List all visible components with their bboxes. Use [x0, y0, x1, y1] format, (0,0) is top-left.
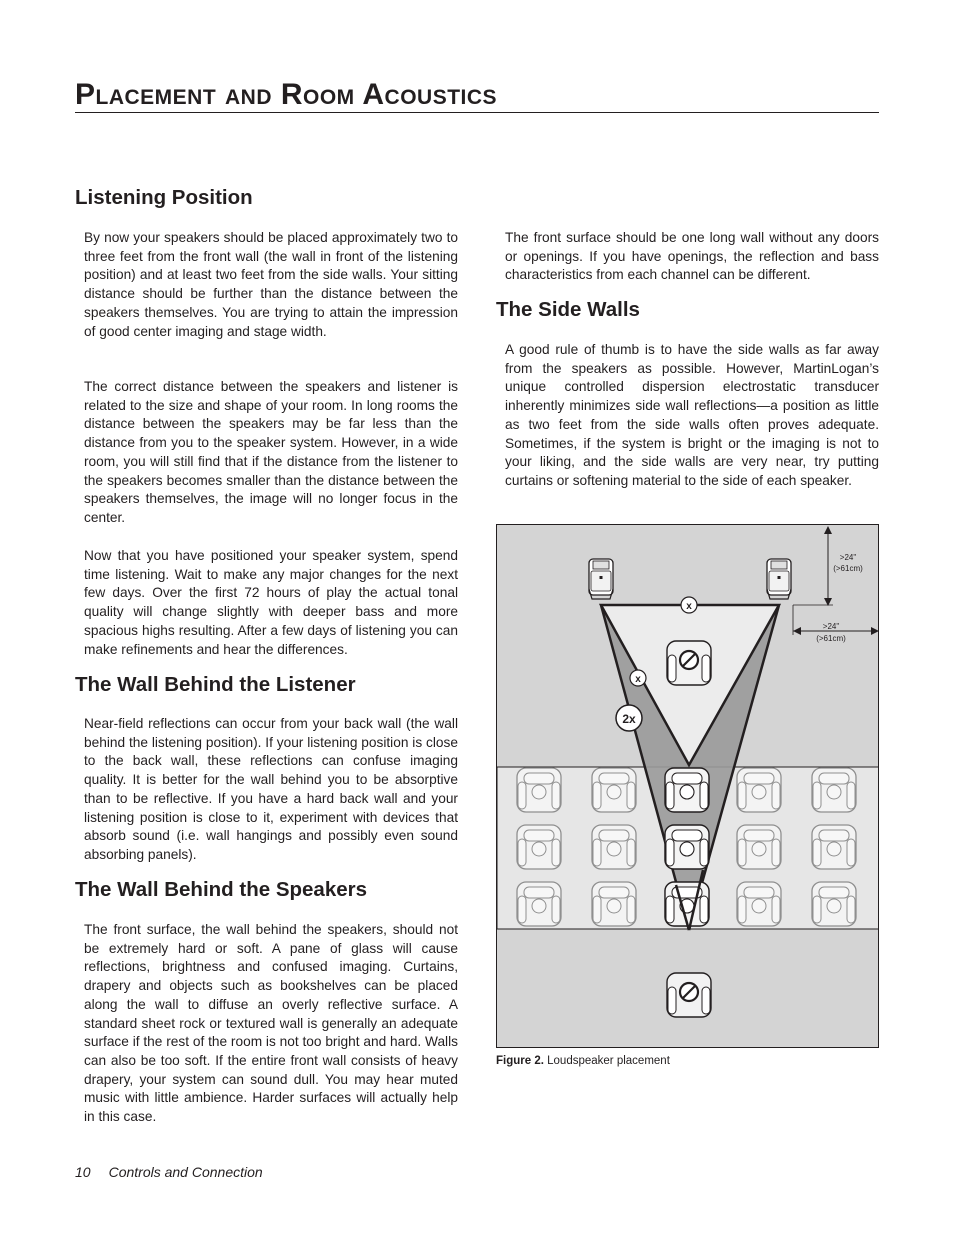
- no-listening-back-wall-icon: [667, 973, 711, 1017]
- marker-x-side-label: x: [635, 674, 641, 685]
- side-dimension-cm-label: (>61cm): [816, 634, 846, 643]
- heading-listening-position: Listening Position: [75, 186, 253, 209]
- distance-marker-x-side: [630, 670, 646, 686]
- marker-2x-label: 2x: [622, 712, 636, 726]
- footer-section-title: Controls and Connection: [108, 1164, 263, 1180]
- page-title: Placement and Room Acoustics: [75, 78, 498, 111]
- front-dimension-label: >24": [839, 553, 857, 562]
- listening-position-paragraph-3: Now that you have positioned your speaker system, spend time listening. Wait to make any major changes for the next few days. Over the first 72 hours of play the actual tonal quality will change slightly with deeper bass and more spacious highs resulting. After a few days of listening you can make refinements and hear the differences.: [84, 548, 458, 657]
- page-number: 10: [75, 1164, 91, 1180]
- wall-behind-speakers-paragraph: The front surface, the wall behind the speakers, should not be extremely hard or soft. A pane of glass will cause reflections, brightness and confused imaging. Curtains, drapery and objects such as bookshelves can be placed along the wall to diffuse an overly reflective surface. A standard sheet rock or textured wall is generally an adequate surface if the rest of the room is not too bright and hard. Walls can also be too soft. If the entire front wall consists of heavy drapery, your system can sound dull. You may hear muted music with little ambience. Harder surfaces will actually help in this case.: [84, 922, 458, 1125]
- heading-wall-behind-listener: The Wall Behind the Listener: [75, 673, 356, 696]
- wall-behind-listener-paragraph: Near-field reflections can occur from your back wall (the wall behind the listening position). If your listening position is close to the back wall, these reflections can confuse imaging quality. It is better for the wall behind you to be absorptive than to be reflective. If you have a hard back wall and your listening position is close to it, experiment with devices that absorb sound (i.e. wall hangings and possibly even sound absorbing panels).: [84, 716, 458, 862]
- figure-caption-label: Figure 2.: [496, 1055, 544, 1067]
- right-speaker: [767, 559, 791, 599]
- front-dimension-cm-label: (>61cm): [833, 564, 863, 573]
- distance-marker-x-top: [681, 597, 697, 613]
- marker-x-label: x: [686, 601, 692, 612]
- side-walls-paragraph: A good rule of thumb is to have the side walls as far away from the speakers as possible. However, MartinLogan’s unique controlled dispersion electrostatic transducer inherently minimizes side wall reflections—a position as little as two feet from the side walls often proves adequate. Sometimes, if the system is bright or the imaging is not to your liking, and the side walls are very near, try putting curtains or softening material to the side of each speaker.: [505, 342, 879, 488]
- figure-caption: [496, 1055, 670, 1067]
- heading-wall-behind-speakers: The Wall Behind the Speakers: [75, 878, 368, 901]
- listening-position-paragraph-1: By now your speakers should be placed approximately two to three feet from the front wall (the wall in front of the listening position) and at least two feet from the side walls. Your sitting distance should be further than the distance between the speakers themselves. You are trying to attain the impression of good center imaging and stage width.: [84, 230, 458, 339]
- no-listening-position-icon: [667, 641, 711, 685]
- left-speaker: [589, 559, 613, 599]
- side-dimension-label: >24": [822, 622, 840, 631]
- title-rule: [75, 112, 879, 113]
- heading-side-walls: The Side Walls: [496, 298, 640, 321]
- figure-drawing: [497, 525, 879, 1048]
- listening-position-paragraph-2: The correct distance between the speakers and listener is related to the size and shape of your room. In long rooms the distance between the speakers may be far less than the distance from you to the speaker system. However, in a wide room, you will still find that if the distance from the listener to the speakers becomes smaller than the distance between the speakers themselves, the image will no longer focus in the center.: [84, 379, 458, 525]
- loudspeaker-placement-figure: [496, 524, 879, 1048]
- wall-behind-speakers-continued: The front surface should be one long wall without any doors or openings. If you have openings, the reflection and bass characteristics from each channel can be different.: [505, 230, 879, 283]
- page-footer: [75, 1164, 263, 1180]
- figure-caption-text: Loudspeaker placement: [547, 1055, 670, 1067]
- distance-marker-2x: [616, 705, 642, 731]
- listener-chairs: [665, 768, 709, 926]
